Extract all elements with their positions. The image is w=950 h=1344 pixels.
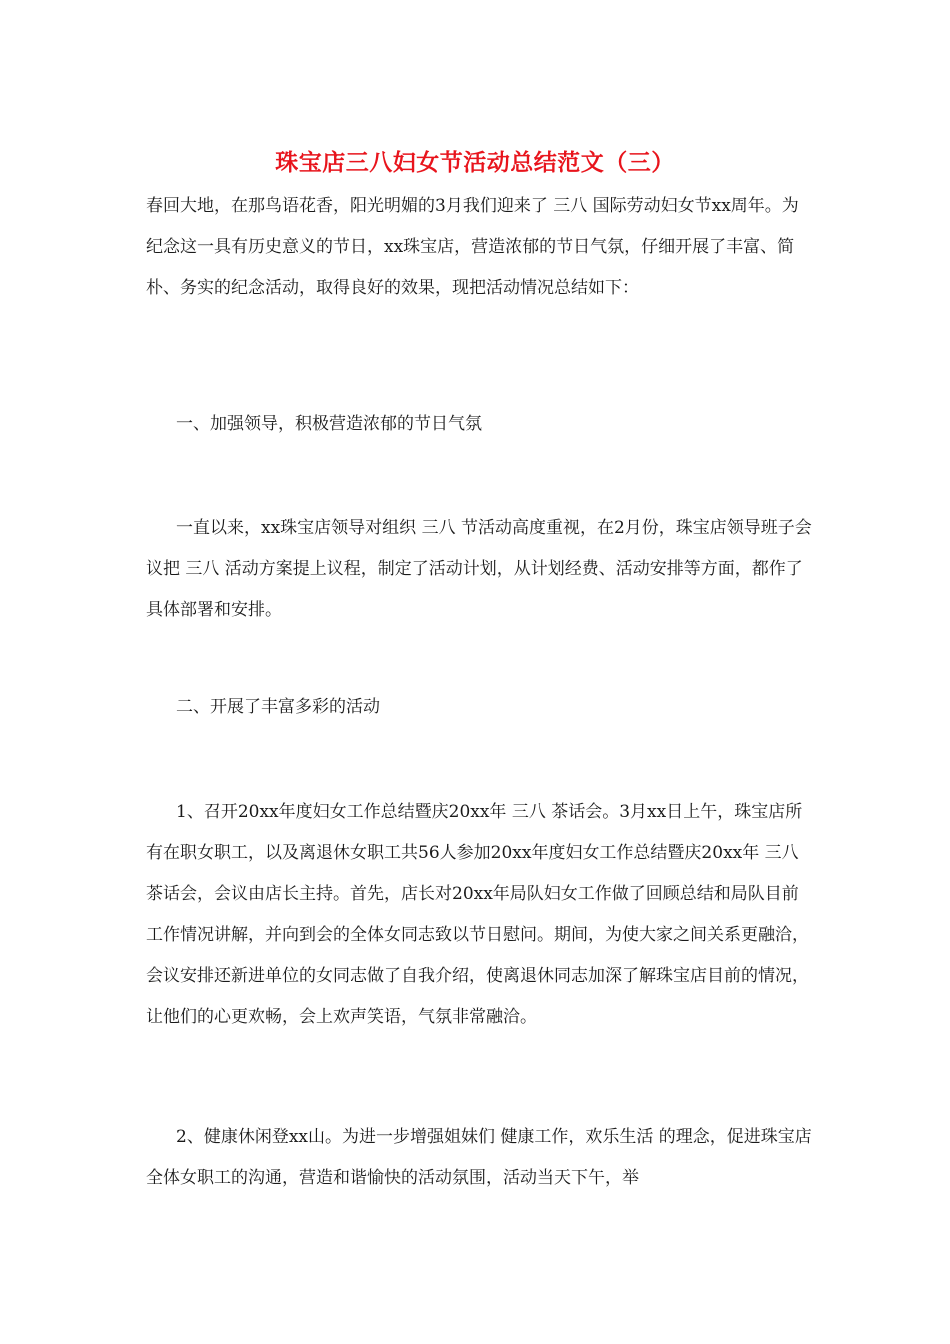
section-heading-2: 二、开展了丰富多彩的活动 (176, 697, 380, 717)
paragraph-hiking: 2、健康休闲登xx山。为进一步增强姐妹们 健康工作，欢乐生活 的理念，促进珠宝店全体女职工的沟通，营造和谐愉快的活动氛围，活动当天下午，举 (146, 1127, 812, 1188)
paragraph-tea-party: 1、召开20xx年度妇女工作总结暨庆20xx年 三八 茶话会。3月xx日上午，珠宝店所有在职女职工，以及离退休女职工共56人参加20xx年度妇女工作总结暨庆20xx年 三八 茶话会，会议由店长主持。首先，店长对20xx年局队妇女工作做了回顾总结和局队目前工作情况讲解，并向到会的全体女同志致以节日慰问。期间，为使大家之间关系更融洽，会议安排还新进单位的女同志做了自我介绍，使离退休同志加深了解珠宝店目前的情况，让他们的心更欢畅，会上欢声笑语，气氛非常融洽。 (146, 802, 809, 1027)
paragraph-intro: 春回大地，在那鸟语花香，阳光明媚的3月我们迎来了 三八 国际劳动妇女节xx周年。为纪念这一具有历史意义的节日，xx珠宝店，营造浓郁的节日气氛，仔细开展了丰富、简朴、务实的纪念活动，取得良好的效果，现把活动情况总结如下： (146, 196, 799, 298)
document-title: 珠宝店三八妇女节活动总结范文（三） (275, 149, 675, 176)
paragraph-leadership: 一直以来，xx珠宝店领导对组织 三八 节活动高度重视，在2月份，珠宝店领导班子会议把 三八 活动方案提上议程，制定了活动计划，从计划经费、活动安排等方面，都作了具体部署和安排。 (146, 518, 812, 620)
section-heading-1: 一、加强领导，积极营造浓郁的节日气氛 (176, 414, 482, 434)
